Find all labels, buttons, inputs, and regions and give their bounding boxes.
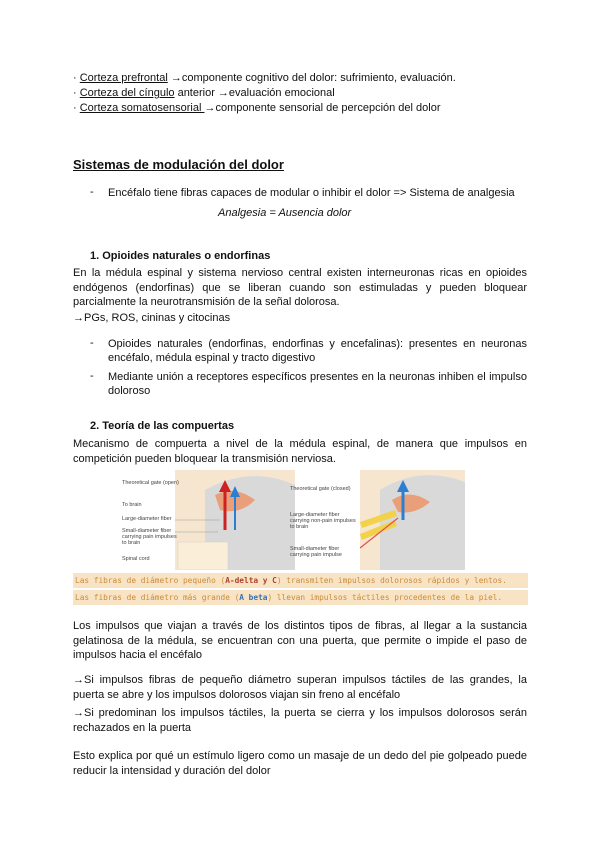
gate-paragraph-2: Los impulsos que viajan a través de los distintos tipos de fibras, al llegar a la sustancia gelatinosa de la médula, se encuentran con una puerta, que permite o impide el paso de impulsos hacia el encéfalo <box>73 620 527 661</box>
opioides-paragraph: En la médula espinal y sistema nervioso central existen interneuronas ricas en opioides endógenos (endorfinas) que se liberan cuando son estimuladas y pueden bloquear parcialmente la neurotransmisión de la señal dolorosa. <box>73 267 527 308</box>
dash-marker: - <box>90 370 94 382</box>
analgesia-formula: Analgesia = Ausencia dolor <box>218 207 352 219</box>
fiber-band-large: Las fibras de diámetro más grande (A beta) llevan impulsos táctiles procedentes de la piel. <box>73 590 528 605</box>
fiber-band-small: Las fibras de diámetro pequeño (A-delta y C) transmiten impulsos dolorosos rápidos y lentos. <box>73 573 528 588</box>
cortex-item-cingulo: · Corteza del cíngulo anterior →evaluación emocional <box>73 87 335 99</box>
fig-label-small-pain: Small-diameter fiber carrying pain impulse <box>290 546 342 558</box>
section-title: Sistemas de modulación del dolor <box>73 157 284 172</box>
cortex-term: Corteza somatosensorial <box>79 102 205 114</box>
cortex-term: Corteza prefrontal <box>79 72 168 84</box>
fig-label-large-nonpain: Large-diameter fiber carrying non-pain impulses to brain <box>290 512 356 530</box>
opioides-bullet-2: Mediante unión a receptores específicos presentes en la neuronas inhiben el impulso doloroso <box>108 371 527 397</box>
gate-paragraph-3: →Si impulsos fibras de pequeño diámetro superan impulsos táctiles de las grandes, la puerta se abre y los impulsos dolorosos viajan sin freno al encéfalo <box>73 674 527 701</box>
fig-label-spinal-cord: Spinal cord <box>122 556 150 562</box>
fig-label-small-fiber: Small-diameter fiber carrying pain impulses to brain <box>122 528 177 546</box>
opioides-bullet-1: Opioides naturales (endorfinas, endorfinas y encefalinas): presentes en neuronas encéfalo, médula espinal y tracto digestivo <box>108 338 527 364</box>
cortex-term: Corteza del cíngulo <box>79 87 175 99</box>
gate-paragraph-5: Esto explica por qué un estímulo ligero como un masaje de un dedo del pie golpeado puede reducir la intensidad y duración del dolor <box>73 750 527 777</box>
compuertas-paragraph: Mecanismo de compuerta a nivel de la médula espinal, de manera que impulsos en competición pueden bloquear la transmisión nerviosa. <box>73 438 527 465</box>
heading-compuertas: 2. Teoría de las compuertas <box>90 420 235 432</box>
gate-theory-figure <box>120 470 465 570</box>
left-cord-section <box>178 542 228 570</box>
analgesia-intro: Encéfalo tiene fibras capaces de modular o inhibir el dolor => Sistema de analgesia <box>108 187 515 199</box>
fig-label-large-fiber: Large-diameter fiber <box>122 516 172 522</box>
gate-paragraph-4: →Si predominan los impulsos táctiles, la puerta se cierra y los impulsos dolorosos serán rechazados en la puerta <box>73 707 527 734</box>
dash-marker: - <box>90 186 94 198</box>
fig-label-to-brain: To brain <box>122 502 142 508</box>
cortex-item-prefrontal: · Corteza prefrontal →componente cognitivo del dolor: sufrimiento, evaluación. <box>73 72 456 84</box>
opioides-inhibitors: →PGs, ROS, cininas y citocinas <box>73 312 231 324</box>
heading-opioides: 1. Opioides naturales o endorfinas <box>90 250 271 262</box>
cortex-item-somatosensorial: · Corteza somatosensorial →componente sensorial de percepción del dolor <box>73 102 441 114</box>
dash-marker: - <box>90 337 94 349</box>
fig-label-gate-open: Theoretical gate (open) <box>122 480 179 486</box>
fig-label-gate-closed: Theoretical gate (closed) <box>290 486 351 492</box>
